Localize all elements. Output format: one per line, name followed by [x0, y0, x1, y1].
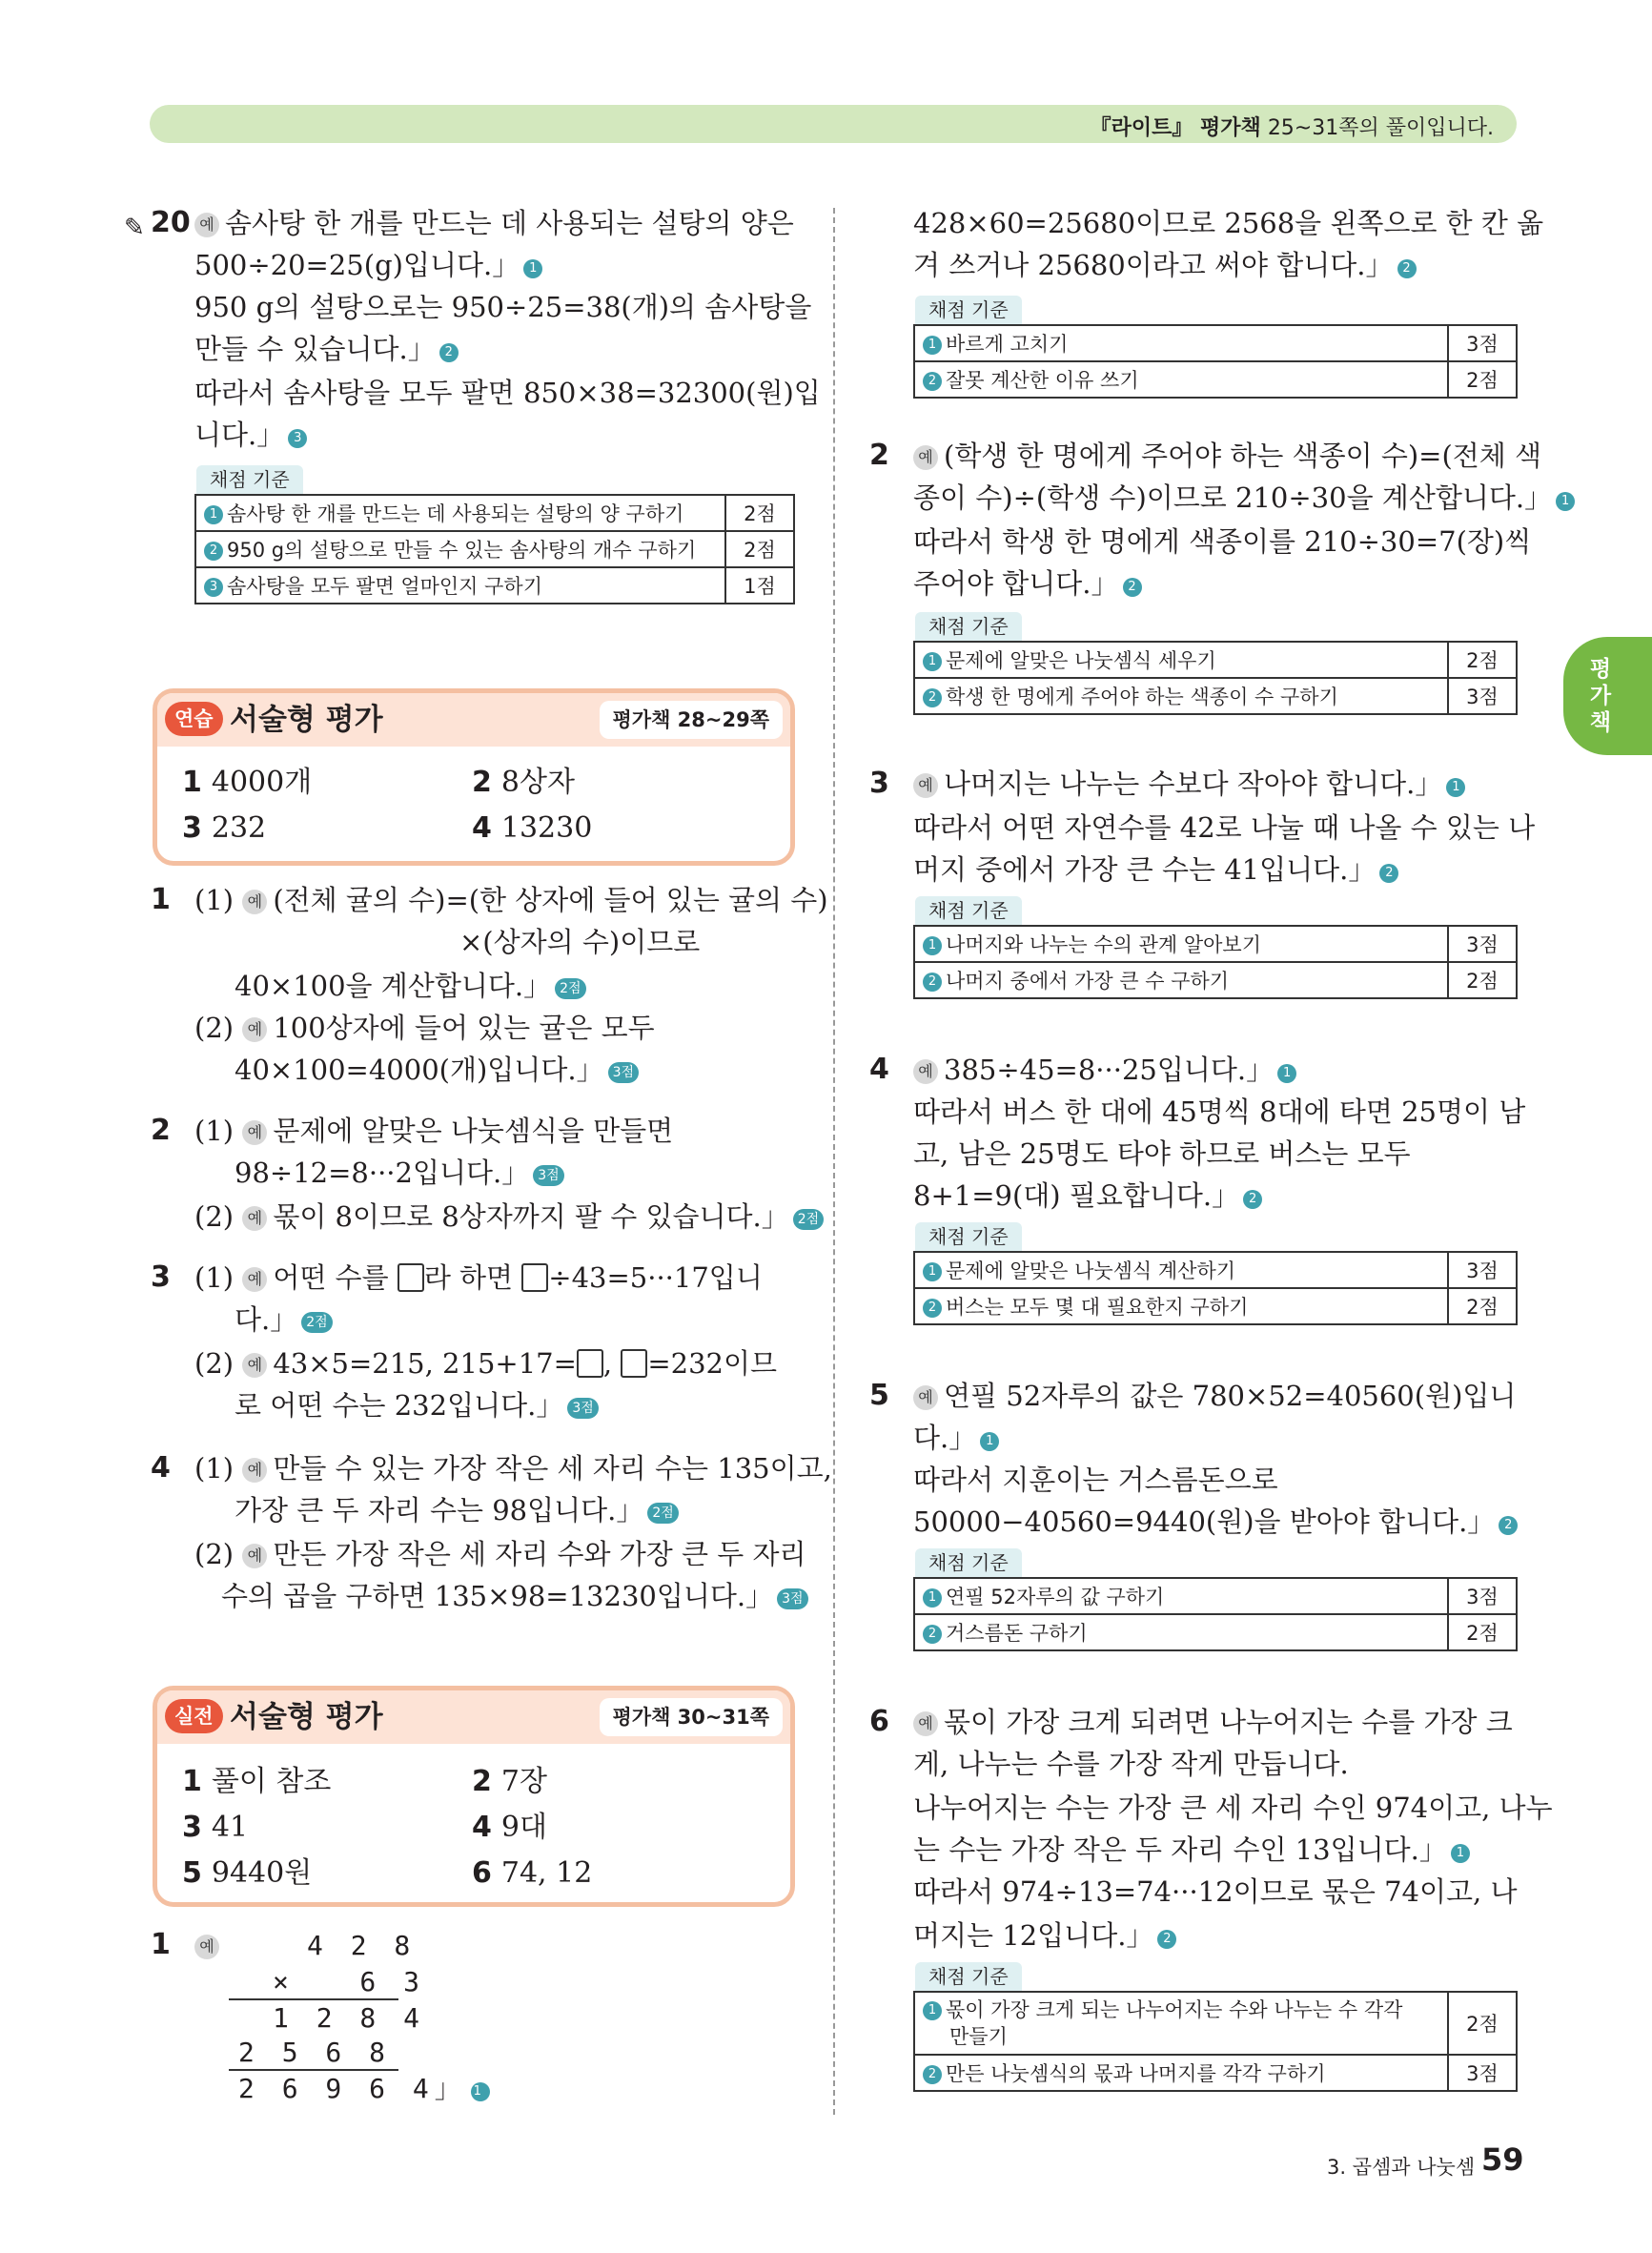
circle-2-icon: 2	[923, 372, 942, 391]
mul-line-3: 1 2 8 4	[273, 2002, 426, 2034]
r2-line-4: 주어야 합니다.」 2	[913, 563, 1142, 604]
blank-box	[521, 1263, 548, 1292]
side-tab: 평가책	[1563, 637, 1652, 755]
r6-line-2: 게, 나누는 수를 가장 작게 만듭니다.	[913, 1748, 1349, 1780]
criteria-label: 채점 기준	[915, 1548, 1022, 1577]
circle-2-icon: 2	[1499, 1516, 1518, 1535]
criteria-row: 2 만든 나눗셈식의 몫과 나머지를 각각 구하기 3점	[914, 2055, 1517, 2091]
example-icon: 예	[242, 890, 267, 914]
answer-item: 3 41	[182, 1811, 249, 1844]
circle-2-icon: 2	[1243, 1190, 1262, 1209]
criteria-label: 채점 기준	[915, 612, 1022, 641]
real-summary-box	[153, 1686, 795, 1907]
real-title: 서술형 평가	[230, 1700, 383, 1734]
points-badge: 3점	[567, 1398, 598, 1419]
p4-line-2: 가장 큰 두 자리 수는 98입니다.」 2점	[235, 1489, 679, 1531]
r5-line-2: 다.」 1	[913, 1417, 999, 1459]
criteria-row: 2 버스는 모두 몇 대 필요한지 구하기 2점	[914, 1288, 1517, 1324]
points-badge: 2점	[793, 1209, 824, 1230]
example-icon: 예	[913, 773, 938, 798]
q20-line-2: 500÷20=25(g)입니다.」 1	[194, 244, 542, 286]
criteria-row: 1 문제에 알맞은 나눗셈식 세우기 2점	[914, 642, 1517, 678]
p3-line-2: 다.」 2점	[235, 1299, 333, 1341]
example-icon: 예	[913, 1385, 938, 1410]
p1-number: 1	[151, 883, 171, 916]
criteria-row: 2 잘못 계산한 이유 쓰기 2점	[914, 361, 1517, 398]
r6-number: 6	[869, 1705, 889, 1738]
circle-1-icon: 1	[923, 936, 942, 955]
q20-line-6: 니다.」 3	[194, 414, 307, 456]
r6-line-1: 예 몫이 가장 크게 되려면 나누어지는 수를 가장 크	[913, 1701, 1513, 1743]
circle-2-icon: 2	[204, 542, 223, 561]
circle-2-icon: 2	[1157, 1930, 1176, 1949]
r6-line-3: 나누어지는 수는 가장 큰 세 자리 수인 974이고, 나누	[913, 1792, 1553, 1824]
mul-line-4: 2 5 6 8	[238, 2037, 392, 2068]
circle-1-icon: 1	[980, 1432, 999, 1451]
answer-item: 3 232	[182, 811, 267, 845]
r5-line-4: 50000−40560=9440(원)을 받아야 합니다.」 2	[913, 1501, 1518, 1543]
r2-line-1: 예 (학생 한 명에게 주어야 하는 색종이 수)=(전체 색	[913, 435, 1541, 477]
r5-line-3: 따라서 지훈이는 거스름돈으로	[913, 1464, 1278, 1496]
r3-line-1: 예 나머지는 나누는 수보다 작아야 합니다.」 1	[913, 763, 1465, 805]
practice-summary-box	[153, 688, 795, 866]
q20-line-4: 만들 수 있습니다.」 2	[194, 328, 459, 370]
mul-line-5: 2 6 9 6 4」 1	[238, 2071, 490, 2107]
criteria-row: 2 거스름돈 구하기 2점	[914, 1614, 1517, 1650]
footer-chapter: 3. 곱셈과 나눗셈	[1327, 2156, 1476, 2179]
p4-line-4: 수의 곱을 구하면 135×98=13230입니다.」 3점	[221, 1575, 808, 1617]
q20-line-5: 따라서 솜사탕을 모두 팔면 850×38=32300(원)입	[194, 377, 821, 409]
p1-line-3: 40×100을 계산합니다.」 2점	[235, 965, 586, 1007]
criteria-label: 채점 기준	[915, 296, 1022, 324]
r4-line-1: 예 385÷45=8···25입니다.」 1	[913, 1049, 1296, 1091]
example-icon: 예	[194, 1935, 219, 1959]
example-icon: 예	[913, 1711, 938, 1736]
header-range: 25~31쪽의 풀이입니다.	[1267, 116, 1494, 140]
p4-number: 4	[151, 1451, 171, 1485]
r6-line-5: 따라서 974÷13=74···12이므로 몫은 74이고, 나	[913, 1875, 1518, 1908]
circle-2-icon: 2	[923, 973, 942, 992]
r3-line-3: 머지 중에서 가장 큰 수는 41입니다.」 2	[913, 849, 1398, 891]
points-badge: 2점	[647, 1503, 678, 1524]
answer-item: 2 7장	[472, 1765, 547, 1798]
circle-1-icon: 1	[923, 1262, 942, 1281]
criteria-table-r1	[913, 324, 1518, 399]
answer-item: 4 9대	[472, 1811, 547, 1844]
criteria-row: 1 연필 52자루의 값 구하기 3점	[914, 1578, 1517, 1614]
p3-line-4: 로 어떤 수는 232입니다.」 3점	[235, 1384, 599, 1426]
circle-3-icon: 3	[288, 429, 307, 448]
p1-line-1: (1) 예 (전체 귤의 수)=(한 상자에 들어 있는 귤의 수)	[194, 884, 828, 916]
criteria-table-r2	[913, 641, 1518, 715]
criteria-label: 채점 기준	[915, 1962, 1022, 1991]
q20-line-3: 950 g의 설탕으로는 950÷25=38(개)의 솜사탕을	[194, 291, 812, 323]
circle-1-icon: 1	[923, 336, 942, 355]
p3-line-1: (1) 예 어떤 수를 라 하면 ÷43=5···17입니	[194, 1261, 763, 1294]
real-pages: 평가책 30~31쪽	[600, 1698, 784, 1736]
p4-line-3: (2) 예 만든 가장 작은 세 자리 수와 가장 큰 두 자리	[194, 1538, 806, 1570]
practice-pages: 평가책 28~29쪽	[600, 701, 784, 739]
p2-line-1: (1) 예 문제에 알맞은 나눗셈식을 만들면	[194, 1115, 674, 1147]
circle-2-icon: 2	[923, 2065, 942, 2084]
criteria-row: 2 950 g의 설탕으로 만들 수 있는 솜사탕의 개수 구하기 2점	[195, 531, 794, 567]
mul-line-2: × 6 3	[273, 1966, 426, 1997]
circle-1-icon: 1	[1556, 492, 1575, 511]
criteria-table-r5	[913, 1577, 1518, 1651]
circle-2-icon: 2	[1379, 864, 1398, 883]
blank-box	[621, 1349, 647, 1378]
example-icon: 예	[242, 1206, 267, 1231]
p1-line-4: (2) 예 100상자에 들어 있는 귤은 모두	[194, 1012, 655, 1044]
q20-line-1: 예 솜사탕 한 개를 만드는 데 사용되는 설탕의 양은	[194, 202, 794, 244]
criteria-row: 1 바르게 고치기 3점	[914, 325, 1517, 361]
p1-line-5: 40×100=4000(개)입니다.」 3점	[235, 1049, 639, 1091]
blank-box	[577, 1349, 603, 1378]
answer-item: 2 8상자	[472, 766, 575, 799]
p2-line-3: (2) 예 몫이 8이므로 8상자까지 팔 수 있습니다.」 2점	[194, 1196, 824, 1238]
r4-line-3: 고, 남은 25명도 타야 하므로 버스는 모두	[913, 1137, 1411, 1170]
practice-badge: 연습	[165, 702, 223, 736]
criteria-row: 1 나머지와 나누는 수의 관계 알아보기 3점	[914, 926, 1517, 962]
example-icon: 예	[242, 1458, 267, 1483]
example-icon: 예	[242, 1120, 267, 1145]
practice-title: 서술형 평가	[230, 703, 383, 737]
circle-1-icon: 1	[523, 259, 542, 278]
r6-line-4: 는 수는 가장 작은 두 자리 수인 13입니다.」 1	[913, 1829, 1470, 1871]
criteria-row: 2 나머지 중에서 가장 큰 수 구하기 2점	[914, 962, 1517, 998]
answer-item: 4 13230	[472, 811, 593, 845]
criteria-row: 1 몫이 가장 크게 되는 나누어지는 수와 나누는 수 각각 만들기 2점	[914, 1992, 1517, 2055]
circle-1-icon: 1	[1446, 778, 1465, 797]
criteria-table-r3	[913, 925, 1518, 999]
points-badge: 2점	[555, 978, 585, 999]
criteria-row: 1 솜사탕 한 개를 만드는 데 사용되는 설탕의 양 구하기 2점	[195, 495, 794, 531]
example-icon: 예	[242, 1353, 267, 1378]
r1-number: 1	[151, 1928, 171, 1961]
criteria-table-r4	[913, 1251, 1518, 1325]
points-badge: 2점	[301, 1312, 332, 1333]
p2-number: 2	[151, 1114, 171, 1147]
r4-line-4: 8+1=9(대) 필요합니다.」 2	[913, 1175, 1262, 1217]
circle-1-icon: 1	[923, 652, 942, 671]
circle-1-icon: 1	[471, 2082, 490, 2101]
r4-line-2: 따라서 버스 한 대에 45명씩 8대에 타면 25명이 남	[913, 1096, 1526, 1128]
p4-line-1: (1) 예 만들 수 있는 가장 작은 세 자리 수는 135이고,	[194, 1452, 832, 1485]
blank-box	[398, 1263, 424, 1292]
criteria-row: 2 학생 한 명에게 주어야 하는 색종이 수 구하기 3점	[914, 678, 1517, 714]
page-header-bar	[150, 105, 1517, 143]
criteria-label: 채점 기준	[915, 1222, 1022, 1251]
circle-1-icon: 1	[923, 2001, 942, 2020]
r3-number: 3	[869, 767, 889, 800]
example-icon: 예	[242, 1017, 267, 1042]
r2-line-3: 따라서 학생 한 명에게 색종이를 210÷30=7(장)씩	[913, 525, 1532, 558]
example-icon: 예	[194, 213, 219, 237]
circle-2-icon: 2	[923, 1299, 942, 1318]
circle-1-icon: 1	[923, 1588, 942, 1608]
p3-line-3: (2) 예 43×5=215, 215+17= , =232이므	[194, 1347, 778, 1380]
r3-line-2: 따라서 어떤 자연수를 42로 나눌 때 나올 수 있는 나	[913, 811, 1536, 844]
example-icon: 예	[242, 1267, 267, 1292]
answer-item: 1 풀이 참조	[182, 1765, 332, 1798]
criteria-table-r6	[913, 1991, 1518, 2092]
points-badge: 3점	[777, 1588, 807, 1609]
points-badge: 3점	[533, 1165, 563, 1186]
r2-number: 2	[869, 439, 889, 472]
example-icon: 예	[913, 445, 938, 470]
mul-line-1: 4 2 8	[307, 1930, 417, 1961]
answer-item: 1 4000개	[182, 766, 313, 799]
r5-number: 5	[869, 1379, 889, 1412]
p1-line-2: ×(상자의 수)이므로	[459, 926, 701, 958]
circle-2-icon: 2	[1123, 578, 1142, 597]
answer-item: 6 74, 12	[472, 1856, 593, 1890]
criteria-table-q20	[194, 494, 795, 604]
r4-number: 4	[869, 1053, 889, 1086]
circle-1-icon: 1	[1277, 1064, 1296, 1083]
circle-3-icon: 3	[204, 578, 223, 597]
header-book: 『라이트』 평가책	[1090, 116, 1261, 140]
r6-line-6: 머지는 12입니다.」 2	[913, 1915, 1176, 1956]
circle-2-icon: 2	[923, 1625, 942, 1644]
criteria-label: 채점 기준	[915, 896, 1022, 925]
pencil-icon: ✎	[124, 214, 145, 242]
example-icon: 예	[242, 1544, 267, 1568]
points-badge: 3점	[608, 1062, 639, 1083]
circle-2-icon: 2	[1397, 259, 1417, 278]
r1-cont-1: 428×60=25680이므로 2568을 왼쪽으로 한 칸 옮	[913, 207, 1544, 239]
circle-1-icon: 1	[204, 505, 223, 524]
page-number: 59	[1481, 2141, 1524, 2178]
real-badge: 실전	[165, 1699, 223, 1733]
q20-number: 20	[151, 206, 191, 239]
criteria-row: 1 문제에 알맞은 나눗셈식 계산하기 3점	[914, 1252, 1517, 1288]
circle-1-icon: 1	[1451, 1844, 1470, 1863]
criteria-row: 3 솜사탕을 모두 팔면 얼마인지 구하기 1점	[195, 567, 794, 604]
r1-cont-2: 겨 쓰거나 25680이라고 써야 합니다.」 2	[913, 244, 1417, 286]
r5-line-1: 예 연필 52자루의 값은 780×52=40560(원)입니	[913, 1375, 1516, 1417]
r2-line-2: 종이 수)÷(학생 수)이므로 210÷30을 계산합니다.」 1	[913, 477, 1575, 519]
circle-2-icon: 2	[439, 343, 459, 362]
circle-2-icon: 2	[923, 688, 942, 707]
criteria-label: 채점 기준	[196, 465, 303, 494]
example-icon: 예	[913, 1059, 938, 1084]
column-divider	[833, 208, 835, 2115]
p2-line-2: 98÷12=8···2입니다.」 3점	[235, 1152, 564, 1194]
answer-item: 5 9440원	[182, 1856, 313, 1890]
p3-number: 3	[151, 1260, 171, 1294]
